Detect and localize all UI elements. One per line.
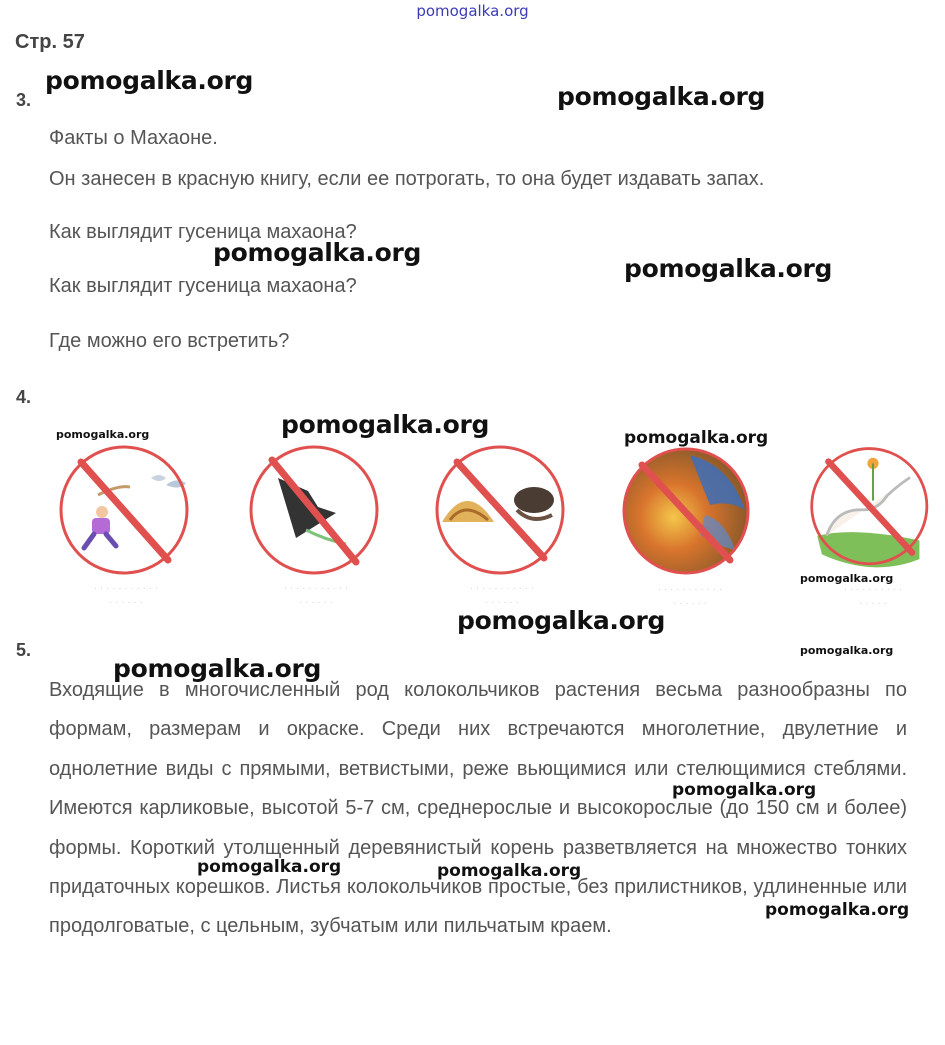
task-4-number: 4. — [16, 387, 32, 407]
task-3-line-1: Факты о Махаоне. — [49, 127, 218, 149]
watermark: pomogalka.org — [672, 780, 817, 800]
no-squashing-insects-icon — [246, 440, 386, 580]
watermark: pomogalka.org — [765, 900, 910, 920]
prohibition-sign-2: · · · · · · · · · · · · · · · · · — [246, 440, 386, 615]
prohibition-sign-3: · · · · · · · · · · · · · · · · · — [432, 440, 572, 615]
page-number: Стр. 57 — [15, 31, 85, 53]
watermark: pomogalka.org — [457, 606, 666, 635]
watermark: pomogalka.org — [113, 654, 322, 683]
watermark: pomogalka.org — [624, 254, 833, 283]
watermark: pomogalka.org — [213, 238, 422, 267]
task-3-line-4: Как выглядит гусеница махаона? — [49, 275, 357, 297]
no-catching-butterflies-icon — [56, 440, 196, 580]
watermark: pomogalka.org — [281, 410, 490, 439]
prohibition-sign-5: · · · · · · · · · · · · · · · — [808, 443, 945, 618]
task-3-line-3: Как выглядит гусеница махаона? — [49, 221, 357, 243]
task-5-paragraph: Входящие в многочисленный род колокольчиков растения весьма разнообразны по формам, размерам и окраске. Среди них встречаются многолетние, двулетние и однолетние виды с прямыми, ветвистыми, реже вьющимися или стелющимися стеблями. Имеются карликовые, высотой 5-7 см, среднерослые и высокорослые (до 150 см и более) формы. Короткий утолщенный деревянистый корень разветвляется на множество тонких придаточных корешков. Листья колокольчиков простые, без прилистников, удлиненные или продолговатые, с цельным, зубчатым или пильчатым краем. — [49, 679, 907, 938]
site-link-top[interactable]: pomogalka.org — [416, 2, 529, 20]
task-3-number: 3. — [16, 90, 32, 110]
watermark: pomogalka.org — [800, 644, 894, 657]
watermark: pomogalka.org — [557, 82, 766, 111]
no-destroying-anthills-icon — [432, 440, 572, 580]
watermark: pomogalka.org — [45, 66, 254, 95]
watermark: pomogalka.org — [197, 857, 342, 877]
prohibition-sign-1: · · · · · · · · · · · · · · · · · — [56, 440, 196, 615]
task-3-line-2: Он занесен в красную книгу, если ее потрогать, то она будет издавать запах. — [49, 168, 765, 190]
no-burning-grass-icon — [620, 445, 760, 585]
watermark: pomogalka.org — [437, 861, 582, 881]
watermark: pomogalka.org — [800, 572, 894, 585]
watermark: pomogalka.org — [56, 428, 150, 441]
no-picking-flowers-icon — [808, 443, 938, 573]
task-5-number: 5. — [16, 640, 32, 660]
prohibition-sign-4: · · · · · · · · · · · · · · · · · — [620, 445, 760, 620]
watermark: pomogalka.org — [624, 428, 769, 448]
task-3-line-5: Где можно его встретить? — [49, 330, 290, 352]
